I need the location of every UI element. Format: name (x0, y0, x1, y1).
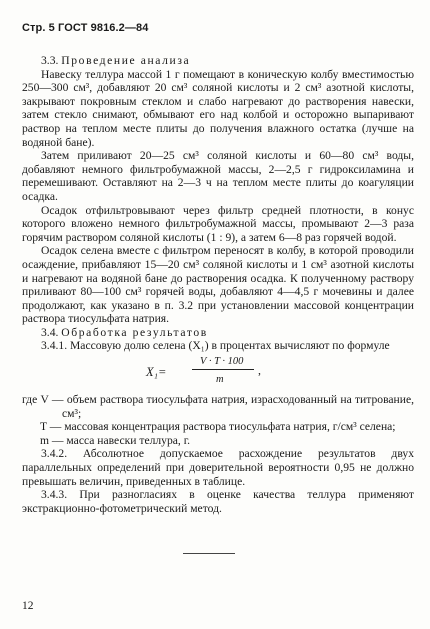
paragraph: 3.4.2. Абсолютное допускаемое расхождение результатов двух параллельных определений при доверительной вероятности 0,95 не должно превышать величин, приведенных в таблице. (22, 447, 414, 488)
section-title: Обработка результатов (61, 325, 208, 339)
section-heading-3-3 (22, 54, 414, 68)
formula-lhs: X₁= (146, 365, 167, 380)
section-title: Проведение анализа (61, 54, 191, 67)
paragraph: Навеску теллура массой 1 г помещают в коническую колбу вместимостью 250—300 см³, добавляют 20 см³ соляной кислоты и 2 см³ азотной кислоты, закрывают покровным стеклом и слабо нагревают до растворения навески, затем стекло снимают, обмывают его над колбой и осторожно выпаривают раствор на теплом месте плиты до получения влажного остатка (лучше на водяной бане). (22, 67, 414, 149)
definition-desc: массовая концентрация раствора тиосульфата натрия, г/см³ селена; (64, 420, 396, 434)
page-number: 12 (22, 600, 34, 612)
definition-item (22, 393, 414, 420)
paragraph: 3.4.1. Массовую долю селена (X₁) в процентах вычисляют по формуле (41, 339, 390, 353)
paragraph: Затем приливают 20—25 см³ соляной кислоты и 60—80 см³ воды, добавляют немного фильтробумажной массы, 2—2,5 г гидроксиламина и перемешивают. Оставляют на 2—3 ч на теплом месте плиты до коагуляции осадка. (22, 149, 414, 203)
section-number: 3.3. (41, 54, 59, 67)
paragraph: Осадок селена вместе с фильтром переносят в колбу, в которой проводили осаждение, прибавляют 15—20 см³ соляной кислоты и 1 см³ азотной кислоты и нагревают на водяной бане до растворения осадка. К полученному раствору приливают 80—100 см³ горячей воды, добавляют 4—4,5 г мочевины и далее продолжают, как указано в п. 3.2 при установлении массовой концентрации раствора тиосульфата натрия. (22, 244, 414, 326)
formula-numerator: V · T · 100 (200, 356, 244, 368)
definition-item (22, 434, 414, 448)
paragraph: Осадок отфильтровывают через фильтр средней плотности, в конус которого вложено немного фильтробумажной массы, промывают 2—3 раза горячим раствором соляной кислоты (1 : 9), а затем 6—8 раз горячей водой. (22, 203, 414, 244)
document-body (22, 54, 414, 515)
formula-denominator: m (216, 374, 224, 386)
page-header: Стр. 5 ГОСТ 9816.2—84 (22, 22, 149, 34)
definition-term: m — (40, 433, 64, 447)
definition-term: где V — (22, 393, 64, 407)
section-number: 3.4. (41, 325, 59, 339)
closing-rule (183, 553, 235, 554)
definition-desc: объем раствора тиосульфата натрия, израсходованный на титрование, см³; (62, 393, 414, 420)
paragraph: 3.4.3. При разногласиях в оценке качества теллура применяют экстракционно-фотометрический метод. (22, 488, 414, 515)
formula-trail: , (258, 363, 261, 378)
formula (22, 353, 414, 393)
section-heading-3-4 (22, 326, 414, 340)
definition-term: T — (40, 420, 62, 434)
fraction-bar (192, 369, 254, 370)
definition-desc: масса навески теллура, г. (66, 433, 191, 447)
definition-item (22, 420, 414, 434)
